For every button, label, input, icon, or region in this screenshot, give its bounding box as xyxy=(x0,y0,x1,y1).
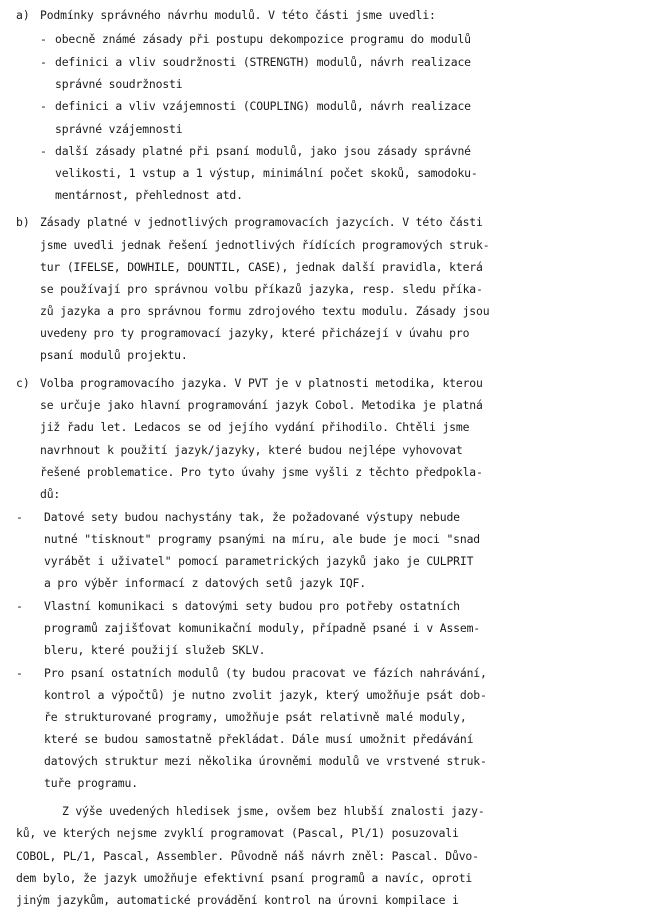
section-c-item-line: Pro psaní ostatních modulů (ty budou pracovat ve fázích nahrávání, xyxy=(44,666,487,680)
section-a-line: Podmínky správného návrhu modulů. V této části jsme uvedli: xyxy=(40,8,436,22)
section-b-line: jsme uvedli jednak řešení jednotlivých řídících programových struk- xyxy=(40,238,490,252)
section-c-item-line: ře strukturované programy, umožňuje psát relativně malé moduly, xyxy=(44,710,467,724)
section-a-line: definici a vliv soudržnosti (STRENGTH) modulů, návrh realizace xyxy=(55,55,471,69)
bullet-dash: - xyxy=(16,666,23,680)
section-a-line: další zásady platné při psaní modulů, jako jsou zásady správné xyxy=(55,144,471,158)
section-a-label: a) xyxy=(16,8,30,22)
section-c-item-line: které se budou samostatně překládat. Dále musí umožnit předávání xyxy=(44,732,474,746)
section-c-item-line: a pro výběr informací z datových setů jazyk IQF. xyxy=(44,576,366,590)
closing-line: ků, ve kterých nejsme zvyklí programovat (Pascal, Pl/1) posuzovali xyxy=(16,826,459,840)
bullet-dash: - xyxy=(16,510,23,524)
section-b-label: b) xyxy=(16,215,30,229)
section-b-line: tur (IFELSE, DOWHILE, DOUNTIL, CASE), jednak další pravidla, která xyxy=(40,260,483,274)
section-b-line: Zásady platné v jednotlivých programovacích jazycích. V této části xyxy=(40,215,483,229)
bullet-dash: - xyxy=(40,144,47,158)
section-c-item-line: Vlastní komunikaci s datovými sety budou pro potřeby ostatních xyxy=(44,599,460,613)
section-c-item-line: nutné "tisknout" programy psanými na míru, ale bude je moci "snad xyxy=(44,532,481,546)
closing-line: jiným jazykům, automatické provádění kontrol na úrovni kompilace i xyxy=(16,893,459,907)
section-a-line: obecně známé zásady při postupu dekompozice programu do modulů xyxy=(55,32,471,46)
section-a-line: velikosti, 1 vstup a 1 výstup, minimální počet skoků, samodoku- xyxy=(55,166,478,180)
section-b-line: se používají pro správnou volbu příkazů jazyka, resp. sledu příka- xyxy=(40,282,483,296)
section-c-line: se určuje jako hlavní programování jazyk Cobol. Metodika je platná xyxy=(40,398,483,412)
section-a-line: definici a vliv vzájemnosti (COUPLING) modulů, návrh realizace xyxy=(55,99,471,113)
section-c-line: Volba programovacího jazyka. V PVT je v platnosti metodika, kterou xyxy=(40,376,483,390)
closing-line: Z výše uvedených hledisek jsme, ovšem bez hlubší znalosti jazy- xyxy=(62,804,485,818)
section-b-line: psaní modulů projektu. xyxy=(40,348,188,362)
section-c-line: řešené problematice. Pro tyto úvahy jsme vyšli z těchto předpokla- xyxy=(40,465,483,479)
bullet-dash: - xyxy=(40,32,47,46)
closing-line: COBOL, PL/1, Pascal, Assembler. Původně náš návrh zněl: Pascal. Důvo- xyxy=(16,849,479,863)
section-c-label: c) xyxy=(16,376,30,390)
section-c-item-line: vyrábět i uživatel" pomocí parametrických jazyků jako je CULPRIT xyxy=(44,554,474,568)
section-c-item-line: Datové sety budou nachystány tak, že požadované výstupy nebude xyxy=(44,510,460,524)
section-c-item-line: bleru, které použijí služeb SKLV. xyxy=(44,643,266,657)
section-c-item-line: datových struktur mezi několika úrovněmi modulů ve vrstvené struk- xyxy=(44,754,487,768)
bullet-dash: - xyxy=(16,599,23,613)
section-c-line: navrhnout k použití jazyk/jazyky, které budou nejlépe vyhovovat xyxy=(40,443,463,457)
bullet-dash: - xyxy=(40,55,47,69)
section-a-line: správné soudržnosti xyxy=(55,77,183,91)
section-c-item-line: tuře programu. xyxy=(44,776,138,790)
section-b-line: zů jazyka a pro správnou formu zdrojového textu modulu. Zásady jsou xyxy=(40,304,490,318)
section-c-line: již řadu let. Ledacos se od jejího vydání přihodilo. Chtěli jsme xyxy=(40,420,470,434)
section-a-line: správné vzájemnosti xyxy=(55,122,183,136)
section-c-item-line: programů zajišťovat komunikační moduly, případně psané i v Assem- xyxy=(44,621,481,635)
bullet-dash: - xyxy=(40,99,47,113)
section-b-line: uvedeny pro ty programovací jazyky, které přicházejí v úvahu pro xyxy=(40,326,470,340)
section-a-line: mentárnost, přehlednost atd. xyxy=(55,188,243,202)
closing-line: dem bylo, že jazyk umožňuje efektivní psaní programů a navíc, oproti xyxy=(16,871,473,885)
section-c-item-line: kontrol a výpočtů) je nutno zvolit jazyk, který umožňuje psát dob- xyxy=(44,688,487,702)
section-c-line: dů: xyxy=(40,487,61,501)
